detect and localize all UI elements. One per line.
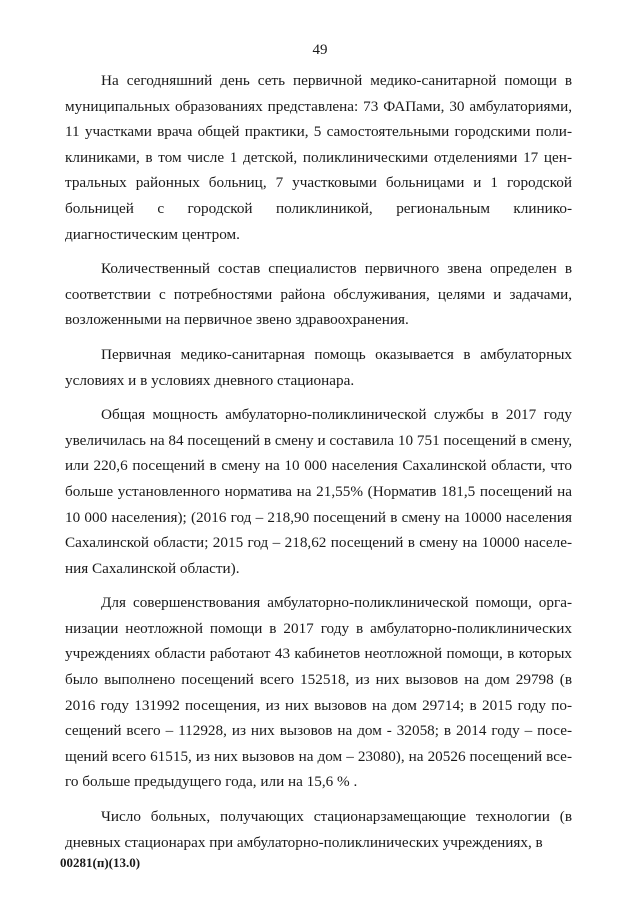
paragraph-specialist-staffing: Количественный состав специалистов первичного звена определен в соответствии с потребностями района обслуживания, целями и задачами, возложенными на первичное звено здравоохранения. <box>65 260 572 329</box>
footer-document-code: 00281(п)(13.0) <box>60 855 141 870</box>
paragraph-day-hospitals: Число больных, получающих стационарзамещающие технологии (в дневных стационарах при амбулаторно-поликлинических учреждениях, в <box>65 808 572 851</box>
paragraph-primary-care-network: На сегодняшний день сеть первичной медико-санитарной помощи в муниципальных образованиях представлена: 73 ФАПами, 30 амбулаториями, 11 участками врача общей практики, 5 самостоятельными городскими поликлиниками, в том числе 1 детской, поликлиническими отделениями 17 центральных районных больниц, 7 участковыми больницами и 1 городской больницей с городской поликлиникой, региональным клинико-диагностическим центром. <box>65 72 572 243</box>
document-body <box>65 68 572 864</box>
paragraph-outpatient-capacity: Общая мощность амбулаторно-поликлинической службы в 2017 году увеличилась на 84 посещений в смену и составила 10 751 посещений в смену, или 220,6 посещений в смену на 10 000 населения Сахалинской области, что больше установленного норматива на 21,55% (Норматив 181,5 посещений на 10 000 населения); (2016 год – 218,90 посещений в смену на 10000 населения Сахалинской области; 2015 год – 218,62 посещений в смену на 10000 населения Сахалинской области). <box>65 406 572 577</box>
paragraph-emergency-offices: Для совершенствования амбулаторно-поликлинической помощи, организации неотложной помощи в 2017 году в амбулаторно-поликлинических учреждениях области работают 43 кабинетов неотложной помощи, в которых было выполнено посещений всего 152518, из них вызовов на дом 29798 (в 2016 году 131992 посещения, из них вызовов на дом 29714; в 2015 году посещений всего – 112928, из них вызовов на дом - 32058; в 2014 году – посещений всего 61515, из них вызовов на дом – 23080), на 20526 посещений всего больше предыдущего года, или на 15,6 % . <box>65 594 572 791</box>
page-number: 49 <box>312 42 328 58</box>
paragraph-care-settings: Первичная медико-санитарная помощь оказывается в амбулаторных условиях и в условиях дневного стационара. <box>65 345 572 389</box>
